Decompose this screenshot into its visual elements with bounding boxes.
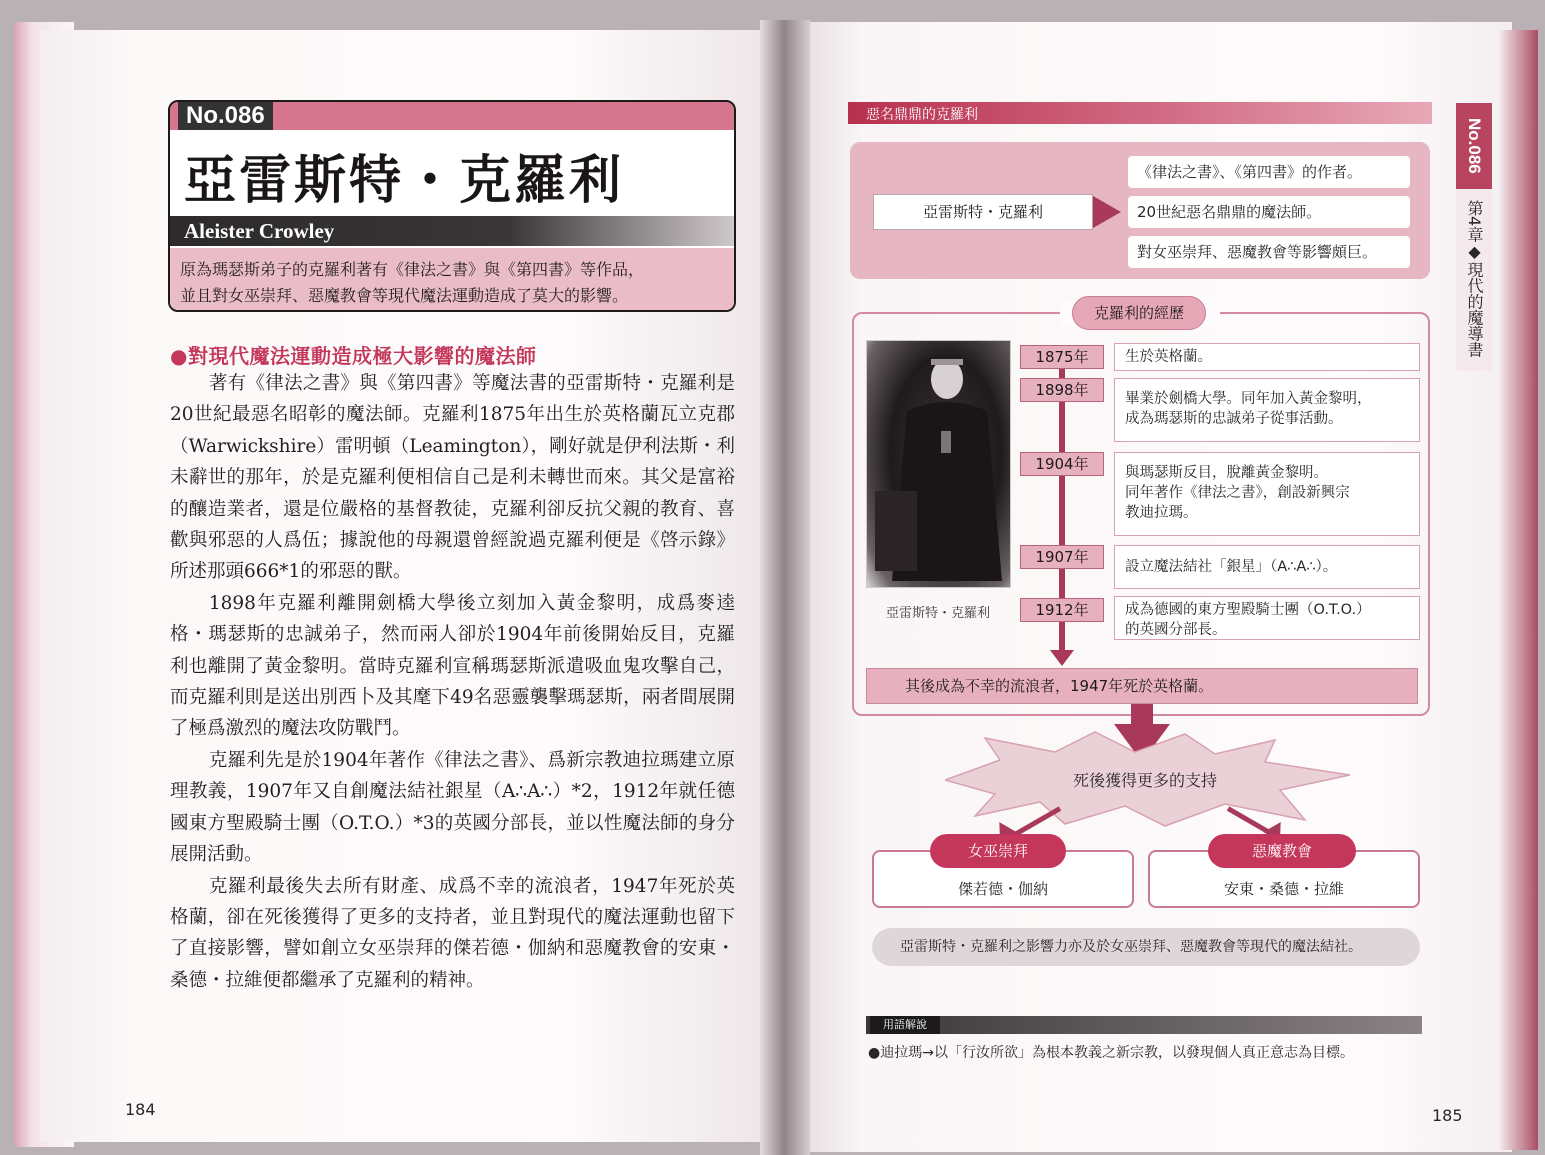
fact-box: 《律法之書》、《第四書》的作者。 (1128, 156, 1410, 188)
bullet-icon: ● (170, 344, 188, 368)
summary-line: 原為瑪瑟斯弟子的克羅利著有《律法之書》與《第四書》等作品， (180, 260, 645, 279)
summary-line: 並且對女巫崇拜、惡魔教會等現代魔法運動造成了莫大的影響。 (180, 286, 629, 305)
portrait-photo (866, 340, 1011, 588)
photo-caption: 亞雷斯特・克羅利 (885, 606, 990, 621)
group-label-witchcraft: 女巫崇拜 (930, 834, 1066, 868)
page-number-left: 184 (125, 1100, 156, 1119)
history-label: 克羅利的經歷 (1072, 296, 1206, 330)
group-member-witchcraft: 傑若德・伽納 (957, 880, 1048, 898)
side-chapter-title: 第4章◆現代的魔導書 (1465, 200, 1484, 358)
name-box: 亞雷斯特・克羅利 (873, 194, 1093, 230)
entry-summary (170, 248, 734, 312)
timeline-event (1114, 378, 1420, 442)
timeline-event (1114, 343, 1420, 371)
timeline-event-line: 同年著作《律法之書》，創設新興宗 (1125, 485, 1350, 501)
side-entry-number: No.086 (1456, 103, 1492, 189)
body-paragraph: 著有《律法之書》與《第四書》等魔法書的亞雷斯特・克羅利是20世紀最惡名昭彰的魔法師。克羅利1875年出生於英格蘭瓦立克郡（Warwickshire）雷明頓（Leamington），剛好就是伊利法斯・利未辭世的那年，於是克羅利便相信自己是利未轉世而來。其父是富裕的釀造業者，還是位嚴格的基督教徒，克羅利卻反抗父親的教育、喜歡與邪惡的人爲伍；據說他的母親還曾經說過克羅利便是《啓示錄》所述那頭666*1的邪惡的獸。 (170, 373, 735, 583)
group-label-satan-church: 惡魔教會 (1208, 834, 1356, 868)
down-arrow-shaft (1131, 704, 1153, 726)
group-member-satan-church: 安東・桑德・拉維 (1223, 880, 1344, 898)
glossary-bar (866, 1016, 1422, 1034)
timeline-event (1114, 452, 1420, 536)
section-heading (170, 340, 536, 369)
timeline-event-line: 畢業於劍橋大學。同年加入黃金黎明， (1125, 391, 1372, 407)
english-title: Aleister Crowley (184, 219, 335, 243)
timeline-event-line: 教迪拉瑪。 (1125, 505, 1198, 521)
right-arrow-icon (1093, 196, 1121, 228)
timeline-year: 1904年 (1020, 452, 1104, 476)
body-text (170, 368, 735, 996)
timeline-event (1114, 596, 1420, 640)
timeline-event-line: 與瑪瑟斯反目，脫離黃金黎明。 (1125, 465, 1328, 481)
right-page-edges (1500, 30, 1538, 1150)
body-paragraph: 克羅利最後失去所有財產、成爲不幸的流浪者，1947年死於英格蘭，卻在死後獲得了更多的支持者，並且對現代的魔法運動也留下了直接影響，譬如創立女巫崇拜的傑若德・伽納和惡魔教會的安東・桑德・拉維便都繼承了克羅利的精神。 (170, 875, 735, 991)
fact-box: 對女巫崇拜、惡魔教會等影響頗巨。 (1128, 236, 1410, 268)
timeline-arrow-icon (1050, 650, 1074, 666)
timeline-event (1114, 545, 1420, 589)
page-title: 亞雷斯特・克羅利 (184, 150, 625, 211)
entry-number-tag: No.086 (178, 102, 273, 130)
glossary-text: ●迪拉瑪→以「行汝所欲」為根本教義之新宗教，以發現個人真正意志為目標。 (868, 1045, 1354, 1061)
page-number-right: 185 (1432, 1106, 1463, 1125)
diagram-title-strip (848, 102, 1432, 124)
timeline-year: 1907年 (1020, 545, 1104, 569)
timeline-event-line: 的英國分部長。 (1125, 622, 1227, 638)
diagram-title: 惡名鼎鼎的克羅利 (866, 107, 978, 123)
timeline-year: 1912年 (1020, 598, 1104, 622)
timeline-event-line: 成為德國的東方聖殿騎士團（O.T.O.） (1125, 602, 1371, 618)
entry-header (168, 100, 736, 312)
section-heading-text: 對現代魔法運動造成極大影響的魔法師 (187, 344, 537, 368)
timeline-event-line: 設立魔法結社「銀星」（A∴A∴）。 (1125, 559, 1338, 575)
burst-text: 死後獲得更多的支持 (1072, 771, 1217, 790)
later-life-bar: 其後成為不幸的流浪者，1947年死於英格蘭。 (866, 668, 1418, 704)
book-gutter (760, 20, 810, 1155)
portrait-figure-icon (867, 341, 1012, 589)
timeline-event-line: 生於英格蘭。 (1125, 349, 1212, 365)
glossary-tag: 用語解說 (870, 1016, 940, 1034)
body-paragraph: 1898年克羅利離開劍橋大學後立刻加入黃金黎明，成爲麥逵格・瑪瑟斯的忠誠弟子，然而兩人卻於1904年前後開始反目，克羅利也離開了黃金黎明。當時克羅利宣稱瑪瑟斯派遣吸血鬼攻擊自己，而克羅利則是送出別西卜及其麾下49名惡靈襲擊瑪瑟斯，兩者間展開了極爲激烈的魔法攻防戰鬥。 (170, 592, 735, 740)
body-paragraph: 克羅利先是於1904年著作《律法之書》、爲新宗教迪拉瑪建立原理教義，1907年又自創魔法結社銀星（A∴A∴）*2，1912年就任德國東方聖殿騎士團（O.T.O.）*3的英國分部長，並以性魔法師的身分展開活動。 (170, 749, 735, 866)
fact-box: 20世紀惡名鼎鼎的魔法師。 (1128, 196, 1410, 228)
timeline-year: 1898年 (1020, 378, 1104, 402)
timeline-year: 1875年 (1020, 345, 1104, 369)
influence-note: 亞雷斯特・克羅利之影響力亦及於女巫崇拜、惡魔教會等現代的魔法結社。 (872, 928, 1420, 966)
timeline-event-line: 成為瑪瑟斯的忠誠弟子從事活動。 (1125, 411, 1343, 427)
